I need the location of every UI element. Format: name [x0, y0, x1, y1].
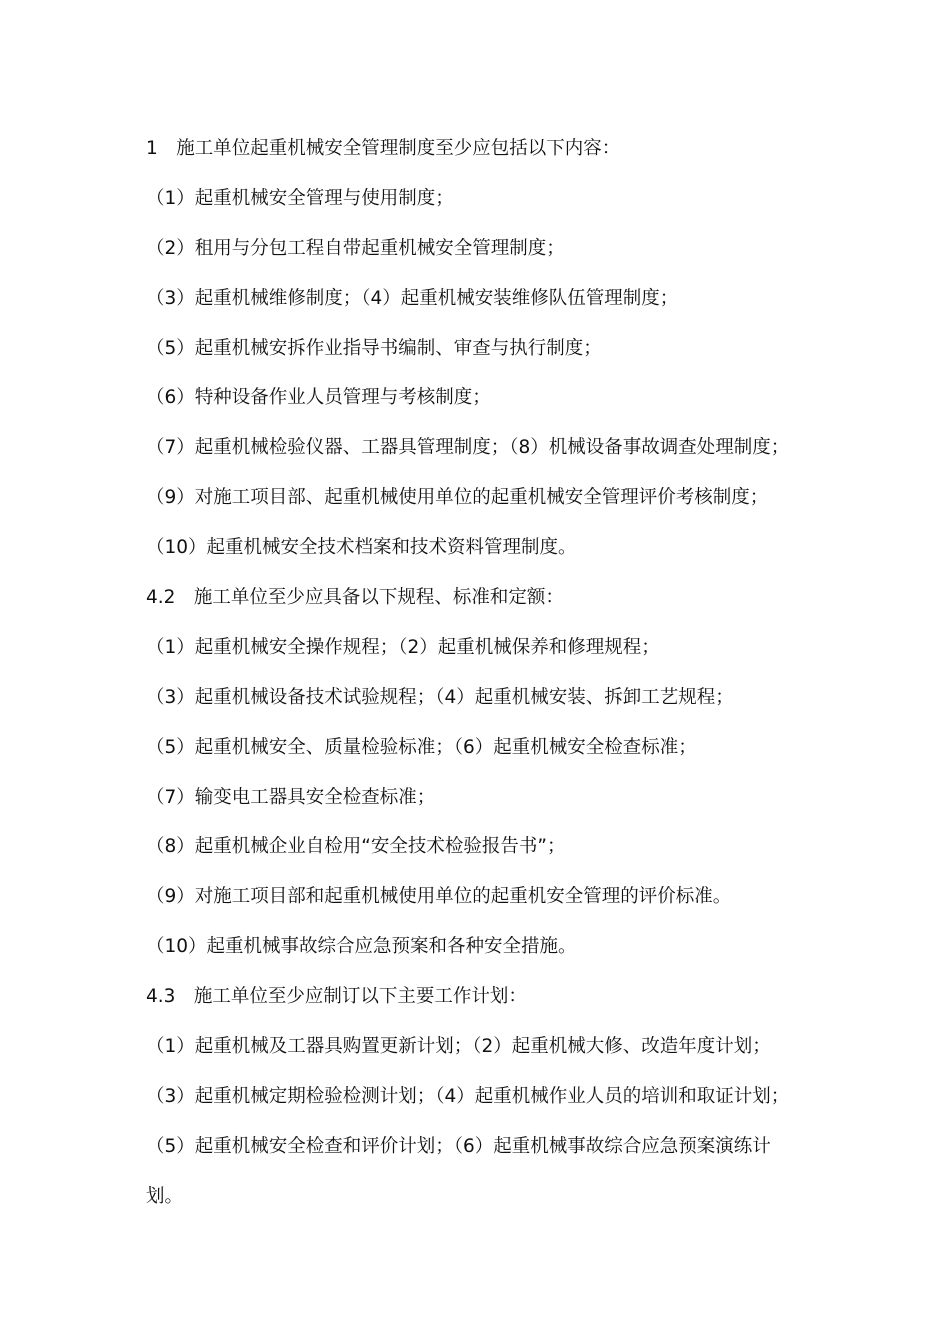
- text-line: （1）起重机械安全操作规程；（2）起重机械保养和修理规程；: [146, 636, 660, 658]
- text-line: （5）起重机械安全、质量检验标准；（6）起重机械安全检查标准；: [146, 736, 697, 758]
- text-line: （5）起重机械安拆作业指导书编制、审查与执行制度；: [146, 337, 602, 359]
- text-line: （8）起重机械企业自检用“安全技术检验报告书”；: [146, 836, 566, 858]
- text-line: （7）输变电工器具安全检查标准；: [146, 786, 436, 808]
- text-line: （3）起重机械设备技术试验规程；（4）起重机械安装、拆卸工艺规程；: [146, 686, 734, 708]
- text-line: （1）起重机械及工器具购置更新计划；（2）起重机械大修、改造年度计划；: [146, 1036, 771, 1058]
- text-line: （6）特种设备作业人员管理与考核制度；: [146, 387, 491, 409]
- text-line: （9）对施工项目部、起重机械使用单位的起重机械安全管理评价考核制度；: [146, 487, 769, 509]
- text-line: 划。: [146, 1185, 184, 1207]
- text-line: （9）对施工项目部和起重机械使用单位的起重机安全管理的评价标准。: [146, 886, 732, 908]
- section-heading-1: 1 施工单位起重机械安全管理制度至少应包括以下内容：: [146, 138, 621, 159]
- text-line: （5）起重机械安全检查和评价计划；（6）起重机械事故综合应急预案演练计: [146, 1135, 771, 1157]
- section-heading-4-2: 4.2 施工单位至少应具备以下规程、标准和定额：: [146, 587, 564, 609]
- text-line: （1）起重机械安全管理与使用制度；: [146, 187, 454, 209]
- text-line: （10）起重机械安全技术档案和技术资料管理制度。: [146, 537, 577, 559]
- document-body: [146, 135, 826, 1233]
- text-line: （10）起重机械事故综合应急预案和各种安全措施。: [146, 936, 577, 958]
- section-heading-4-3: 4.3 施工单位至少应制订以下主要工作计划：: [146, 986, 527, 1008]
- text-line: （3）起重机械定期检验检测计划；（4）起重机械作业人员的培训和取证计划；: [146, 1085, 790, 1107]
- text-line: （2）租用与分包工程自带起重机械安全管理制度；: [146, 237, 565, 259]
- text-line: （7）起重机械检验仪器、工器具管理制度；（8）机械设备事故调查处理制度；: [146, 437, 790, 459]
- text-line: （3）起重机械维修制度；（4）起重机械安装维修队伍管理制度；: [146, 287, 679, 309]
